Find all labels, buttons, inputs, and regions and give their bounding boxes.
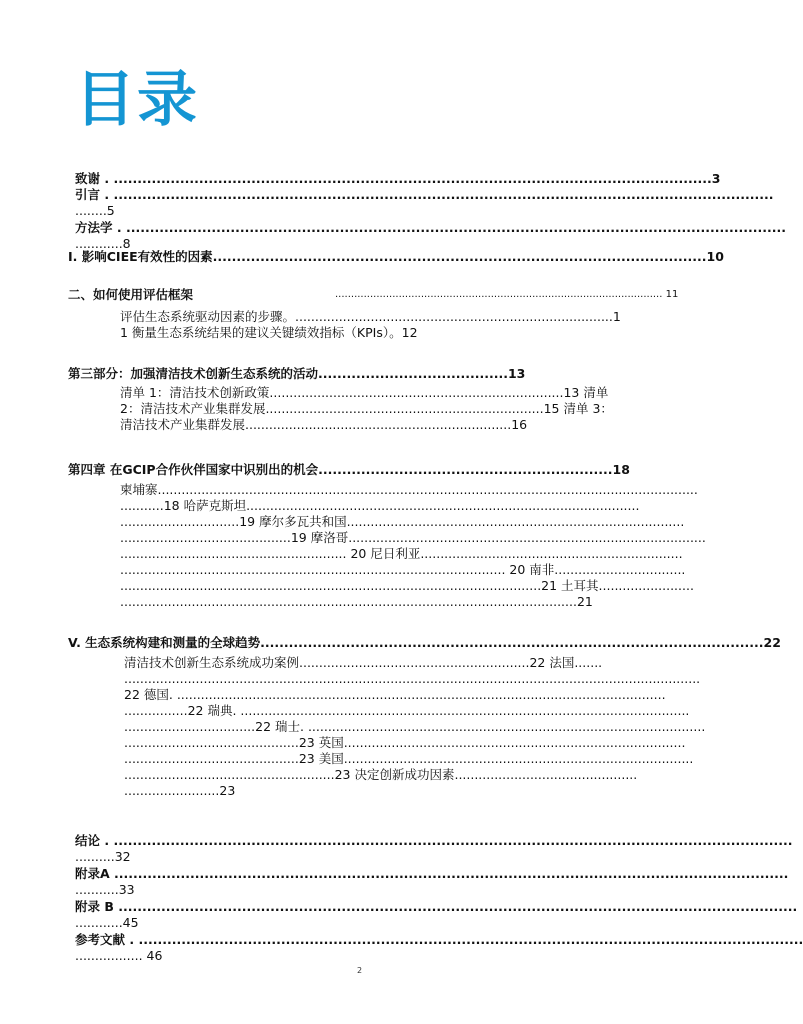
toc-entry-country-list[interactable]: ......................................................... 20 尼日利亚.................................................................. bbox=[120, 546, 683, 561]
toc-entry-success-factors-page[interactable]: ........................23 bbox=[124, 783, 236, 798]
toc-entry-checklist-2[interactable]: 2：清洁技术产业集群发展......................................................................15 清单 3： bbox=[120, 401, 613, 416]
toc-entry-country-list[interactable]: ..............................19 摩尔多瓦共和国..................................................................................... bbox=[120, 514, 685, 529]
toc-section-3[interactable]: 第三部分：加强清洁技术创新生态系统的活动........................................13 bbox=[68, 366, 526, 381]
page-title: 目录 bbox=[75, 65, 199, 135]
toc-entry-introduction-page[interactable]: ........5 bbox=[75, 203, 115, 218]
toc-entry-country-list[interactable]: ..........................................................................................................21 土耳其........................ bbox=[120, 578, 694, 593]
toc-section-1[interactable]: I. 影响CIEE有效性的因素........................................................................................................10 bbox=[68, 249, 724, 264]
toc-entry-country-list[interactable]: ...................................................................................................................21 bbox=[120, 594, 593, 609]
toc-section-5[interactable]: V. 生态系统构建和测量的全球趋势..........................................................................................................22 bbox=[68, 635, 781, 650]
toc-entry-case-studies[interactable]: ................................................................................................................................................. bbox=[124, 671, 701, 686]
toc-entry-case-studies[interactable]: 清洁技术创新生态系统成功案例..........................................................22 法国....... bbox=[124, 655, 603, 670]
toc-entry-introduction[interactable]: 引言 . ........................................................................................................................................... bbox=[75, 187, 774, 202]
page-number: 2 bbox=[357, 966, 363, 975]
toc-entry-case-studies[interactable]: ............................................23 美国........................................................................................ bbox=[124, 751, 694, 766]
toc-entry-country-list[interactable]: ................................................................................................. 20 南非................................. bbox=[120, 562, 686, 577]
toc-entry-checklist-3[interactable]: 清洁技术产业集群发展...................................................................16 bbox=[120, 417, 528, 432]
toc-entry-kpis[interactable]: 1 衡量生态系统结果的建议关键绩效指标（KPIs）。12 bbox=[120, 325, 418, 340]
toc-entry-case-studies[interactable]: .....................................................23 决定创新成功因素.............................................. bbox=[124, 767, 638, 782]
toc-entry-appendix-b-page[interactable]: ............45 bbox=[75, 915, 139, 930]
toc-entry-appendix-b[interactable]: 附录 B ............................................................................................................................................... bbox=[75, 899, 798, 914]
toc-entry-country-list[interactable]: ...........................................19 摩洛哥.......................................................................................... bbox=[120, 530, 706, 545]
toc-entry-references[interactable]: 参考文献 . ............................................................................................................................................ bbox=[75, 932, 803, 947]
toc-entry-acknowledgements[interactable]: 致谢 . ..............................................................................................................................3 bbox=[75, 171, 721, 186]
toc-entry-conclusion-page[interactable]: ..........32 bbox=[75, 849, 131, 864]
toc-section-4[interactable]: 第四章 在GCIP合作伙伴国家中识别出的机会..............................................................18 bbox=[68, 462, 630, 477]
toc-entry-checklist-1[interactable]: 清单 1：清洁技术创新政策..........................................................................13 清单 bbox=[120, 385, 609, 400]
toc-entry-ecosystem-drivers[interactable]: 评估生态系统驱动因素的步骤。................................................................................1 bbox=[120, 309, 621, 324]
toc-section-2[interactable]: 二、如何使用评估框架 bbox=[68, 287, 194, 302]
toc-entry-conclusion[interactable]: 结论 . ............................................................................................................................................... bbox=[75, 833, 793, 848]
toc-entry-appendix-a-page[interactable]: ...........33 bbox=[75, 882, 135, 897]
toc-section-2-page[interactable]: ....................................................................................................... 11 bbox=[335, 289, 679, 300]
toc-entry-methodology-page[interactable]: ............8 bbox=[75, 236, 131, 251]
toc-entry-appendix-a[interactable]: 附录A .............................................................................................................................................. bbox=[75, 866, 789, 881]
toc-entry-country-list[interactable]: 柬埔寨........................................................................................................................................ bbox=[120, 482, 698, 497]
toc-entry-case-studies[interactable]: 22 德国. ........................................................................................................................... bbox=[124, 687, 666, 702]
toc-entry-case-studies[interactable]: ............................................23 英国...................................................................................... bbox=[124, 735, 686, 750]
toc-entry-country-list[interactable]: ...........18 哈萨克斯坦................................................................................................... bbox=[120, 498, 640, 513]
toc-entry-methodology[interactable]: 方法学 . ........................................................................................................................................... bbox=[75, 220, 786, 235]
toc-entry-references-page[interactable]: ................. 46 bbox=[75, 948, 163, 963]
toc-entry-case-studies[interactable]: ................22 瑞典. ................................................................................................................. bbox=[124, 703, 690, 718]
toc-entry-case-studies[interactable]: .................................22 瑞士. .................................................................................................... bbox=[124, 719, 706, 734]
